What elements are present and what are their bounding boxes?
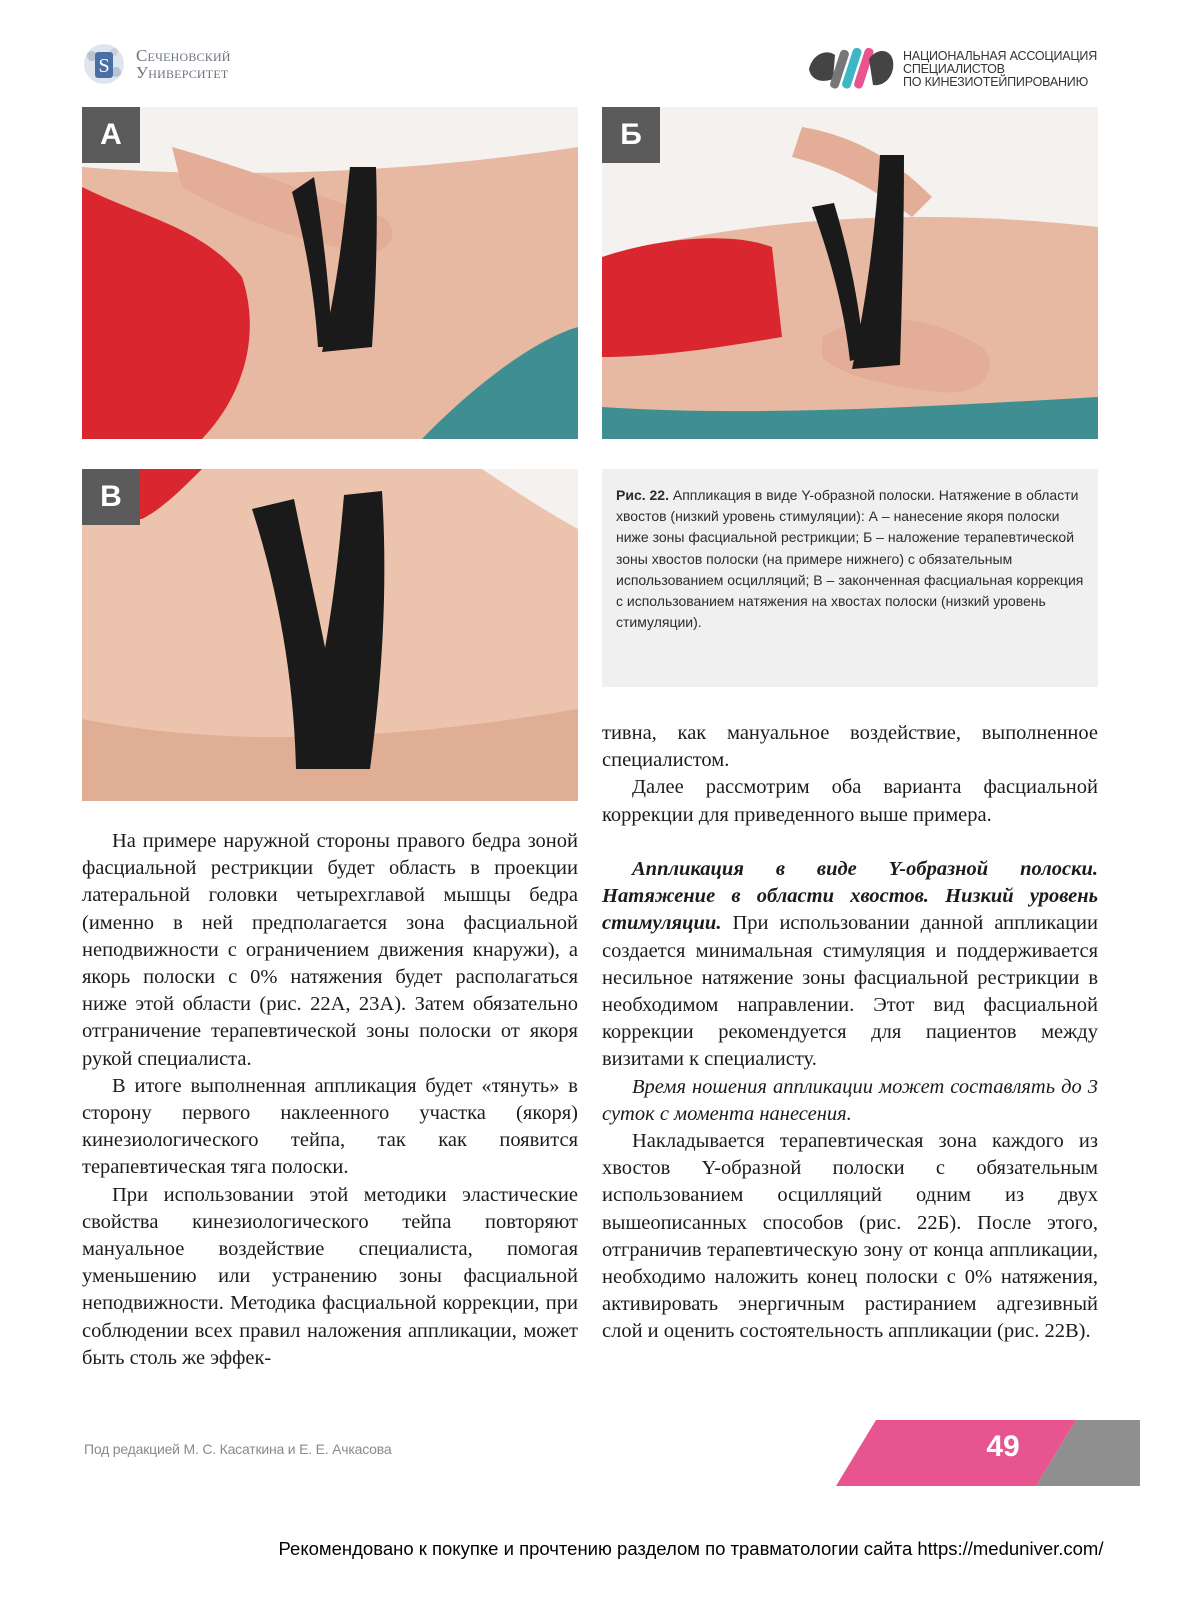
section-heading: Аппликация в виде Y-образной полоски. Натяжение в области хвостов. Низкий уровень стимуляции. <box>602 858 1098 935</box>
university-emblem-icon <box>80 42 128 86</box>
photo-c-finished-correction <box>82 469 578 801</box>
figure-number: Рис. 22. <box>616 487 669 503</box>
left-paragraph-2: В итоге выполненная аппликация будет «тянуть» в сторону первого наклеенного участка (якоря) кинезиологического тейпа, так как появится терапевтическая тяга полоски. <box>82 1074 578 1179</box>
photo-b-image <box>602 107 1098 439</box>
photo-a-label: А <box>82 107 140 163</box>
figure-caption-box <box>602 469 1098 687</box>
association-emblem-icon <box>805 39 897 99</box>
figure-caption-text: Аппликация в виде Y-образной полоски. Натяжение в области хвостов (низкий уровень стимуляции): А – нанесение якоря полоски ниже зоны фасциальной рестрикции; Б – наложение терапевтической зоны хвостов полоски (на примере нижнего) с обязательным использованием осцилляций; В – законченная фасциальная коррекция с использованием натяжения на хвостах полоски (низкий уровень стимуляции). <box>616 487 1084 631</box>
photo-b-tails-application <box>602 107 1098 439</box>
university-name-line2: Университет <box>136 63 229 82</box>
association-name-line2: СПЕЦИАЛИСТОВ <box>903 61 1005 76</box>
university-name-line1: Сеченовский <box>136 46 231 65</box>
page-number: 49 <box>986 1430 1020 1463</box>
right-text-column-top <box>602 720 1098 829</box>
photo-c-image <box>82 469 578 801</box>
right-paragraph-2: При использовании данной аппликации создается минимальная стимуляция и поддерживается несильное натяжение зоны фасциальной рестрикции в необходимом направлении. Этот вид фасциальной коррекции рекомендуется для пациентов между визитами к специалисту. <box>602 912 1098 1071</box>
right-paragraph-1: Далее рассмотрим оба варианта фасциальной коррекции для приведенного выше примера. <box>602 776 1098 826</box>
right-continuation: тивна, как мануальное воздействие, выполненное специалистом. <box>602 722 1098 772</box>
photo-a-image <box>82 107 578 439</box>
right-text-column <box>602 856 1098 1346</box>
photo-a-anchor-application <box>82 107 578 439</box>
left-paragraph-1: На примере наружной стороны правого бедра зоной фасциальной рестрикции будет область в проекции латеральной головки четырехглавой мышцы бедра (именно в ней предполагается зона фасциальной неподвижности с ограничением движения кнаружи), а якорь полоски с 0% натяжения будет располагаться ниже этой области (рис. 22А, 23А). Затем обязательно отграничение терапевтической зоны полоски от якоря рукой специалиста. <box>82 830 578 1070</box>
left-text-column <box>82 828 578 1372</box>
photo-b-label: Б <box>602 107 660 163</box>
university-logo <box>80 40 280 88</box>
figure-caption <box>616 485 1084 633</box>
university-name <box>136 47 231 81</box>
right-paragraph-italic: Время ношения аппликации может составлять до 3 суток с момента нанесения. <box>602 1075 1098 1125</box>
association-name-line1: НАЦИОНАЛЬНАЯ АССОЦИАЦИЯ <box>903 48 1098 63</box>
promo-link-text[interactable]: Рекомендовано к покупке и прочтению разделом по травматологии сайта https://meduniver.com/ <box>278 1538 1104 1559</box>
right-paragraph-4: Накладывается терапевтическая зона каждого из хвостов Y-образной полоски с обязательным использованием осцилляций одним из двух вышеописанных способов (рис. 22Б). После этого, отграничив терапевтическую зону от конца аппликации, необходимо наложить конец полоски с 0% натяжения, активировать энергичным растиранием адгезивный слой и оценить состоятельность аппликации (рис. 22В). <box>602 1130 1098 1343</box>
association-name <box>903 50 1097 89</box>
editors-line: Под редакцией М. С. Касаткина и Е. Е. Ачкасова <box>84 1441 392 1457</box>
svg-text:S: S <box>98 55 110 77</box>
association-logo <box>805 38 1115 100</box>
left-paragraph-3: При использовании этой методики эластические свойства кинезиологического тейпа повторяют мануальное воздействие специалиста, помогая уменьшению или устранению зоны фасциальной неподвижности. Методика фасциальной коррекции, при соблюдении всех правил наложения аппликации, может быть столь же эффек- <box>82 1183 578 1369</box>
photo-c-label: В <box>82 469 140 525</box>
association-name-line3: ПО КИНЕЗИОТЕЙПИРОВАНИЮ <box>903 74 1089 89</box>
